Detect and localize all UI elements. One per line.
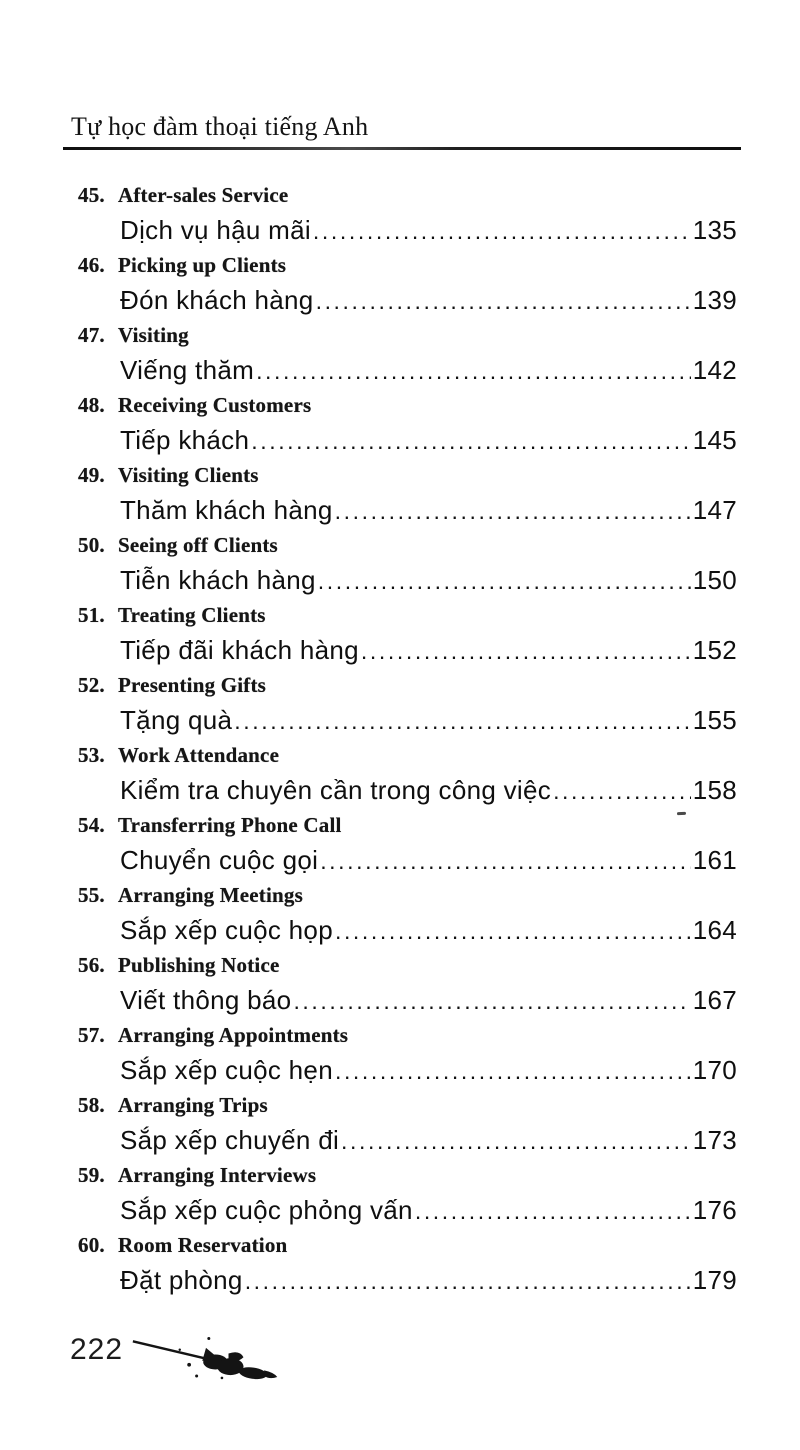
toc-entry-title: Work Attendance	[118, 743, 280, 767]
toc-entry	[78, 318, 737, 388]
toc-entry	[78, 598, 737, 668]
toc-entry	[78, 738, 737, 808]
dot-leader	[415, 1193, 691, 1229]
toc-entry-subtitle-line	[78, 423, 737, 458]
toc-entry-number: 52.	[78, 673, 105, 697]
toc-entry-page-number: 142	[692, 355, 737, 385]
toc-entry-number: 50.	[78, 533, 105, 557]
page-footer	[70, 1332, 281, 1390]
toc-entry	[78, 458, 737, 528]
toc-entry-title: Visiting Clients	[118, 463, 259, 487]
toc-entry	[78, 808, 737, 878]
toc-entry	[78, 1088, 737, 1158]
toc-entry-subtitle-line	[78, 1263, 737, 1298]
toc-entry-subtitle-line	[78, 1193, 737, 1228]
dot-leader	[341, 1123, 691, 1159]
toc-entry-subtitle: Chuyển cuộc gọi	[120, 845, 319, 875]
toc-entry	[78, 248, 737, 318]
toc-entry-title-line	[78, 668, 737, 703]
dot-leader	[335, 493, 691, 529]
toc-entry-page-number: 176	[692, 1195, 737, 1225]
toc-entry-subtitle: Tiếp khách	[120, 425, 250, 455]
toc-entry-title: After-sales Service	[118, 183, 289, 207]
dot-leader	[234, 703, 690, 739]
toc-entry-title-line	[78, 738, 737, 773]
toc-entry-subtitle: Sắp xếp chuyến đi	[120, 1125, 340, 1155]
toc-entry-subtitle-line	[78, 1123, 737, 1158]
toc-entry	[78, 1228, 737, 1298]
toc-entry-number: 49.	[78, 463, 105, 487]
toc-entry-subtitle-line	[78, 353, 737, 388]
toc-entry-subtitle-line	[78, 283, 737, 318]
toc-entry-title-line	[78, 598, 737, 633]
toc-entry-title-line	[78, 318, 737, 353]
toc-entry-subtitle: Tiễn khách hàng	[120, 565, 316, 595]
toc-entry-title-line	[78, 948, 737, 983]
ink-ornament-icon	[131, 1332, 281, 1390]
toc-entry-page-number: 179	[692, 1265, 737, 1295]
toc-entry-subtitle-line	[78, 843, 737, 878]
toc-entry-title-line	[78, 1228, 737, 1263]
toc-entry	[78, 1158, 737, 1228]
toc-entry-title: Treating Clients	[118, 603, 266, 627]
toc-entry-subtitle: Dịch vụ hậu mãi	[120, 215, 311, 245]
toc-entry-title-line	[78, 1018, 737, 1053]
toc-entry-page-number: 139	[692, 285, 737, 315]
toc-entry-title-line	[78, 878, 737, 913]
toc-entry-title-line	[78, 808, 737, 843]
toc-entry-title-line	[78, 388, 737, 423]
toc-entry-page-number: 173	[692, 1125, 737, 1155]
toc-entry-page-number: 147	[692, 495, 737, 525]
toc-entry-page-number: 155	[692, 705, 737, 735]
toc-entry-number: 53.	[78, 743, 105, 767]
dot-leader	[251, 423, 691, 459]
toc-entry-number: 45.	[78, 183, 105, 207]
toc-entry-subtitle: Viếng thăm	[120, 355, 255, 385]
toc-entry-title-line	[78, 1088, 737, 1123]
toc-entry-page-number: 150	[692, 565, 737, 595]
dot-leader	[553, 773, 691, 809]
toc-entry-subtitle-line	[78, 563, 737, 598]
header-rule	[63, 147, 741, 150]
toc-entry-title: Presenting Gifts	[118, 673, 267, 697]
table-of-contents	[78, 178, 737, 1298]
toc-entry-number: 58.	[78, 1093, 105, 1117]
toc-entry-number: 48.	[78, 393, 105, 417]
toc-entry-title: Arranging Interviews	[118, 1163, 317, 1187]
dot-leader	[293, 983, 690, 1019]
toc-entry-page-number: 145	[692, 425, 737, 455]
toc-entry-page-number: 152	[692, 635, 737, 665]
toc-entry-page-number: 161	[692, 845, 737, 875]
toc-entry-title: Arranging Meetings	[118, 883, 303, 907]
toc-entry-title: Seeing off Clients	[118, 533, 278, 557]
toc-entry-subtitle-line	[78, 773, 737, 808]
toc-entry-number: 55.	[78, 883, 105, 907]
page-number: 222	[70, 1333, 124, 1366]
toc-entry-title: Arranging Trips	[118, 1093, 268, 1117]
dot-leader	[335, 913, 691, 949]
toc-entry-title: Room Reservation	[118, 1233, 288, 1257]
toc-entry-number: 46.	[78, 253, 105, 277]
toc-entry-title: Visiting	[118, 323, 189, 347]
toc-entry-subtitle: Kiểm tra chuyên cần trong công việc	[120, 775, 552, 805]
page-header	[63, 112, 741, 150]
dot-leader	[320, 843, 691, 879]
toc-entry-page-number: 164	[692, 915, 737, 945]
running-header-title: Tự học đàm thoại tiếng Anh	[71, 112, 369, 141]
dot-leader	[335, 1053, 691, 1089]
toc-entry-subtitle-line	[78, 213, 737, 248]
toc-entry-title: Picking up Clients	[118, 253, 287, 277]
dot-leader	[361, 633, 691, 669]
dot-leader	[313, 213, 691, 249]
toc-entry	[78, 528, 737, 598]
toc-entry-title-line	[78, 528, 737, 563]
toc-entry-subtitle-line	[78, 1053, 737, 1088]
scan-artifact-dash	[677, 812, 686, 815]
toc-entry-subtitle: Viết thông báo	[120, 985, 292, 1015]
dot-leader	[318, 563, 691, 599]
toc-entry	[78, 178, 737, 248]
toc-entry-title: Arranging Appointments	[118, 1023, 349, 1047]
toc-entry-subtitle: Thăm khách hàng	[120, 495, 333, 525]
dot-leader	[256, 353, 691, 389]
toc-entry-title-line	[78, 178, 737, 213]
dot-leader	[245, 1263, 691, 1299]
toc-entry-number: 60.	[78, 1233, 105, 1257]
toc-entry-number: 56.	[78, 953, 105, 977]
toc-entry-subtitle: Đón khách hàng	[120, 285, 314, 315]
toc-entry	[78, 388, 737, 458]
toc-entry	[78, 948, 737, 1018]
toc-entry-subtitle: Đặt phòng	[120, 1265, 243, 1295]
toc-entry-number: 54.	[78, 813, 105, 837]
toc-entry	[78, 1018, 737, 1088]
toc-entry-title-line	[78, 1158, 737, 1193]
toc-entry-title: Publishing Notice	[118, 953, 280, 977]
toc-entry-title-line	[78, 458, 737, 493]
toc-entry-subtitle-line	[78, 493, 737, 528]
toc-entry-subtitle-line	[78, 703, 737, 738]
toc-entry-subtitle: Sắp xếp cuộc họp	[120, 915, 333, 945]
toc-entry-number: 51.	[78, 603, 105, 627]
toc-entry	[78, 878, 737, 948]
toc-entry-number: 57.	[78, 1023, 105, 1047]
toc-entry-title: Receiving Customers	[118, 393, 312, 417]
toc-entry-number: 47.	[78, 323, 105, 347]
toc-entry-subtitle: Sắp xếp cuộc hẹn	[120, 1055, 333, 1085]
toc-entry-subtitle: Sắp xếp cuộc phỏng vấn	[120, 1195, 413, 1225]
dot-leader	[316, 283, 691, 319]
toc-entry	[78, 668, 737, 738]
toc-entry-page-number: 135	[692, 215, 737, 245]
toc-entry-subtitle-line	[78, 633, 737, 668]
toc-entry-subtitle: Tặng quà	[120, 705, 233, 735]
toc-entry-number: 59.	[78, 1163, 105, 1187]
toc-entry-title-line	[78, 248, 737, 283]
toc-entry-page-number: 158	[692, 775, 737, 805]
toc-entry-title: Transferring Phone Call	[118, 813, 342, 837]
toc-entry-page-number: 170	[692, 1055, 737, 1085]
toc-entry-page-number: 167	[692, 985, 737, 1015]
toc-entry-subtitle-line	[78, 983, 737, 1018]
toc-entry-subtitle-line	[78, 913, 737, 948]
toc-entry-subtitle: Tiếp đãi khách hàng	[120, 635, 359, 665]
